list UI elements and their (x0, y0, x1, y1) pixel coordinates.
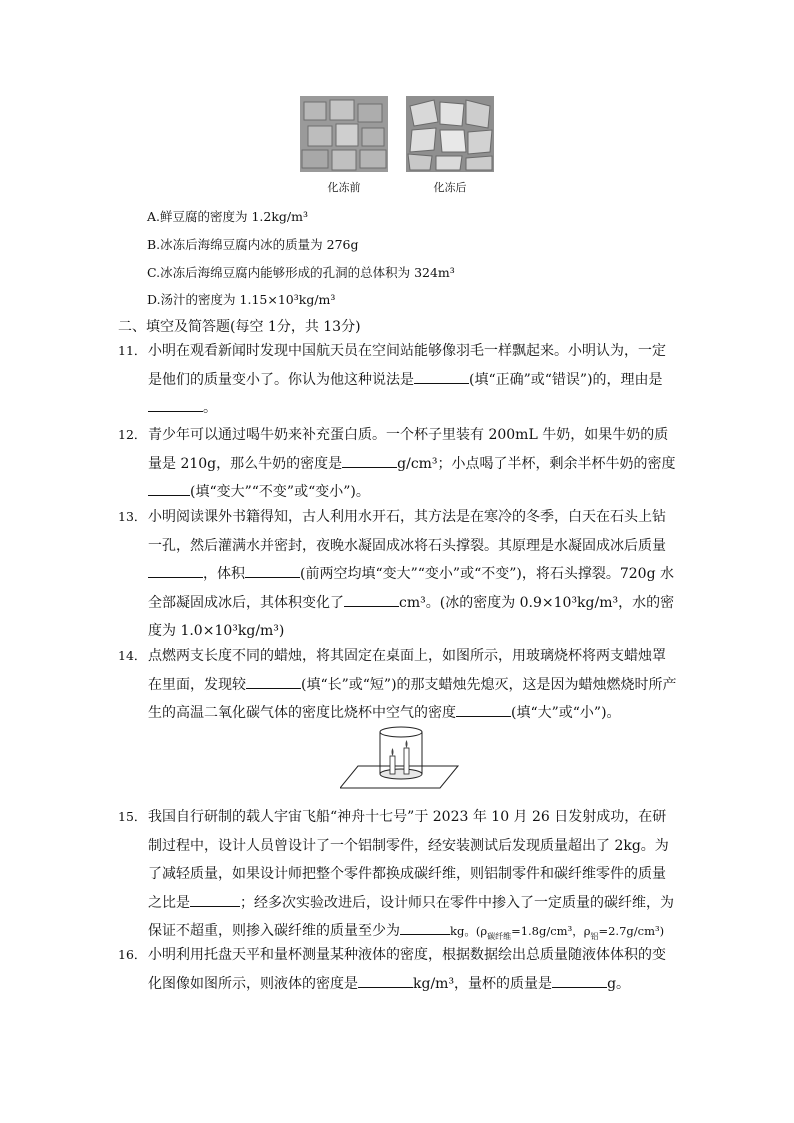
question-number: 14． (118, 648, 147, 663)
answer-blank[interactable] (246, 674, 301, 689)
question-number: 11． (118, 343, 147, 358)
answer-blank[interactable] (245, 563, 300, 578)
question-number: 12． (118, 427, 147, 442)
answer-blank[interactable] (456, 702, 511, 717)
option-a: A.鲜豆腐的密度为 1.2kg/m³ (147, 209, 309, 224)
question-text: 小明阅读课外书籍得知，古人利用水开石，其方法是在寒冷的冬季，白天在石头上钻一孔，然后灌满水并密封，夜晚水凝固成冰将石头撑裂。其原理是水凝固成冰后质量，体积 (前两空均填“变大”“变小”或“不变”)，将石头撑裂。720g 水全部凝固成冰后，其体积变化了 cm³。(冰的密度为 0.9×10³kg/m³，水的密度为 1.0×10³kg/m³) (148, 509, 675, 639)
question-12 (118, 421, 678, 507)
option-b: B.冰冻后海绵豆腐内冰的质量为 276g (147, 237, 359, 252)
caption-before: 化冻前 (327, 181, 361, 194)
caption-after: 化冻后 (433, 181, 467, 194)
answer-blank[interactable] (344, 592, 399, 607)
question-13 (118, 503, 678, 646)
answer-blank[interactable] (148, 481, 190, 496)
answer-blank[interactable] (148, 563, 203, 578)
question-number: 16． (118, 947, 147, 962)
answer-blank[interactable] (414, 369, 469, 384)
question-number: 13． (118, 509, 147, 524)
question-11 (118, 337, 678, 423)
option-c: C.冰冻后海绵豆腐内能够形成的孔洞的总体积为 324m³ (147, 265, 455, 280)
section-title: 二、填空及简答题(每空 1分，共 13分) (118, 319, 361, 335)
answer-blank[interactable] (400, 920, 450, 935)
answer-blank[interactable] (190, 892, 240, 907)
tofu-after-photo (406, 96, 494, 172)
answer-blank[interactable] (358, 973, 413, 988)
question-15 (118, 803, 678, 951)
tofu-figure (300, 96, 494, 196)
question-text: 点燃两支长度不同的蜡烛，将其固定在桌面上，如图所示，用玻璃烧杯将两支蜡烛罩在里面，发现较 (填“长”或“短”)的那支蜡烛先熄灭，这是因为蜡烛燃烧时所产生的高温二氧化碳气体的密度比烧杯中空气的密度 (填“大”或“小”)。 (148, 648, 677, 721)
answer-blank[interactable] (552, 973, 607, 988)
answer-blank[interactable] (148, 397, 203, 412)
question-16 (118, 941, 678, 998)
answer-blank[interactable] (342, 453, 397, 468)
candle-beaker-figure (340, 722, 460, 790)
tofu-before-photo (300, 96, 388, 172)
question-text: 小明利用托盘天平和量杯测量某种液体的密度，根据数据绘出总质量随液体体积的变化图像如图所示，则液体的密度是 kg/m³，量杯的质量是 g。 (148, 947, 666, 992)
question-text: 我国自行研制的载人宇宙飞船“神舟十七号”于 2023 年 10 月 26 日发射成功，在研制过程中，设计人员曾设计了一个铝制零件，经安装测试后发现质量超出了 2kg。为了减轻质量，如果设计师把整个零件都换成碳纤维，则铝制零件和碳纤维零件的质量之比是 ；经多次实验改进后，设计师只在零件中掺入了一定质量的碳纤维，为保证不超重，则掺入碳纤维的质量至少为 kg。($\rho_{碳纤维}=1.8g$/cm³，$\rho_铝=2.7g/cm^3$) (148, 809, 674, 941)
question-number: 15． (118, 809, 147, 824)
question-text: 青少年可以通过喝牛奶来补充蛋白质。一个杯子里装有 200mL 牛奶，如果牛奶的质量是 210g，那么牛奶的密度是 g/cm³；小点喝了半杯，剩余半杯牛奶的密度(填“变大”“不变”或“变小”)。 (148, 427, 676, 500)
question-text: 小明在观看新闻时发现中国航天员在空间站能够像羽毛一样飘起来。小明认为，一定是他们的质量变小了。你认为他这种说法是 (填“正确”或“错误”)的，理由是。 (148, 343, 666, 416)
option-d: D.汤汁的密度为 1.15×10³kg/m³ (147, 292, 336, 307)
question-14 (118, 642, 678, 728)
